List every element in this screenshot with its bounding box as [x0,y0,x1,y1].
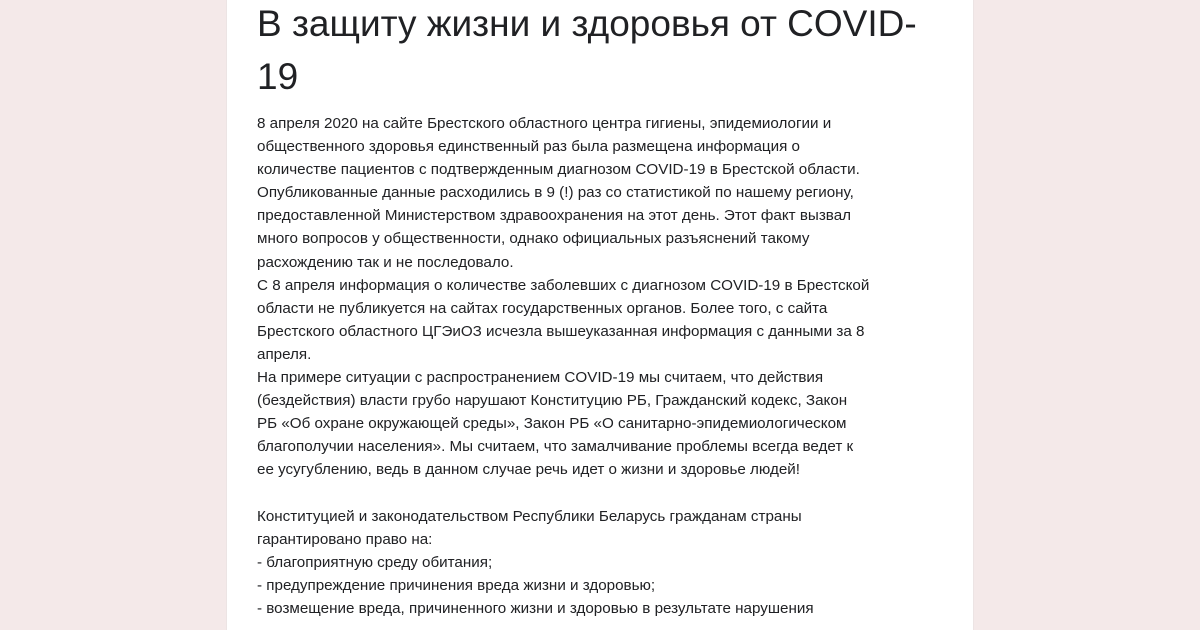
form-description [257,112,947,620]
form-title: В защиту жизни и здоровья от COVID-19 [257,3,917,97]
paragraph-first-publication: 8 апреля 2020 на сайте Брестского областного центра гигиены, эпидемиологии и общественного здоровья единственный раз была размещена информация о количестве пациентов с подтвержденным диагнозом COVID-19 в Брестской области. Опубликованные данные расходились в 9 (!) раз со статистикой по нашему региону, предоставленной Министерством здравоохранения на этот день. Этот факт вызвал много вопросов у общественности, однако официальных разъяснений такому расхождению так и не последовало. [257,115,860,271]
rights-item: - предупреждение причинения вреда жизни и здоровью; [257,576,656,594]
rights-intro: Конституцией и законодательством Республики Беларусь гражданам страны гарантировано право на: [257,507,802,548]
paragraph-spacer [257,482,947,505]
rights-item: - благоприятную среду обитания; [257,553,493,571]
form-card [226,0,974,630]
paragraph-law-violation: На примере ситуации с распространением COVID-19 мы считаем, что действия (бездействия) власти грубо нарушают Конституцию РБ, Гражданский кодекс, Закон РБ «Об охране окружающей среды», Закон РБ «О санитарно-эпидемиологическом благополучии населения». Мы считаем, что замалчивание проблемы всегда ведет к ее усугублению, ведь в данном случае речь идет о жизни и здоровье людей! [257,369,854,479]
rights-item: - возмещение вреда, причиненного жизни и здоровью в результате нарушения [257,599,814,617]
paragraph-no-publication: С 8 апреля информация о количестве заболевших с диагнозом COVID-19 в Брестской области не публикуется на сайтах государственных органов. Более того, с сайта Брестского областного ЦГЭиОЗ исчезла вышеуказанная информация с данными за 8 апреля. [257,276,870,363]
